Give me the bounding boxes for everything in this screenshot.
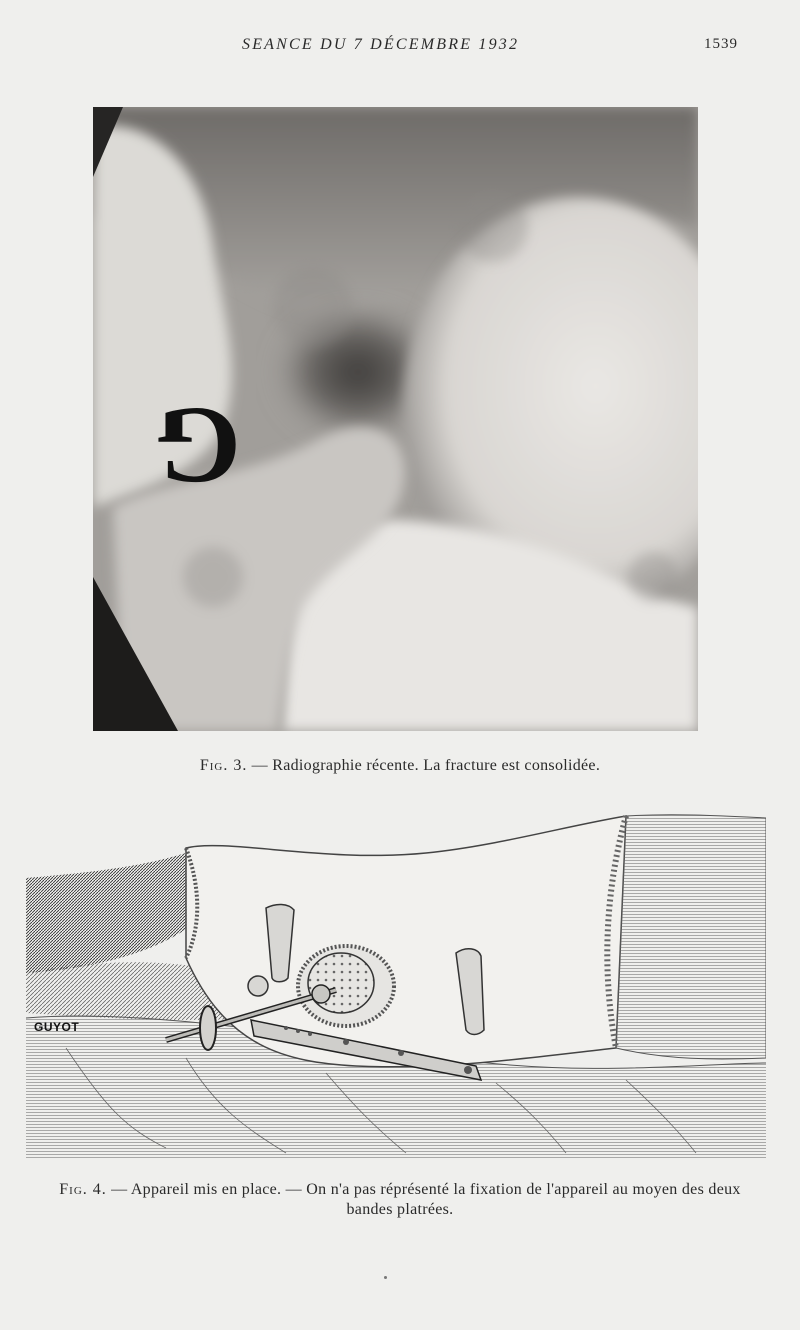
figure-4-caption xyxy=(40,1180,760,1220)
page-header xyxy=(0,36,800,60)
figure-3-radiograph xyxy=(93,107,698,731)
radiograph-image xyxy=(93,107,698,731)
figure-3-caption-text: — Radiographie récente. La fracture est consolidée. xyxy=(247,757,601,774)
figure-4-illustration xyxy=(26,808,766,1160)
apparatus-engraving xyxy=(26,808,766,1160)
figure-4-caption-text: — Appareil mis en place. — On n'a pas réprésenté la fixation de l'appareil au moyen des deux bandes platrées. xyxy=(106,1181,741,1218)
engraver-signature: GUYOT xyxy=(34,1020,80,1034)
figure-3-label: Fig. 3. xyxy=(199,757,248,774)
radiograph-marker: G xyxy=(155,385,241,507)
page-speck xyxy=(384,1276,387,1279)
running-head: SEANCE DU 7 DÉCEMBRE 1932 xyxy=(242,36,520,53)
page-number: 1539 xyxy=(704,36,738,52)
figure-3-caption xyxy=(100,756,700,776)
figure-4-label: Fig. 4. xyxy=(59,1181,107,1198)
